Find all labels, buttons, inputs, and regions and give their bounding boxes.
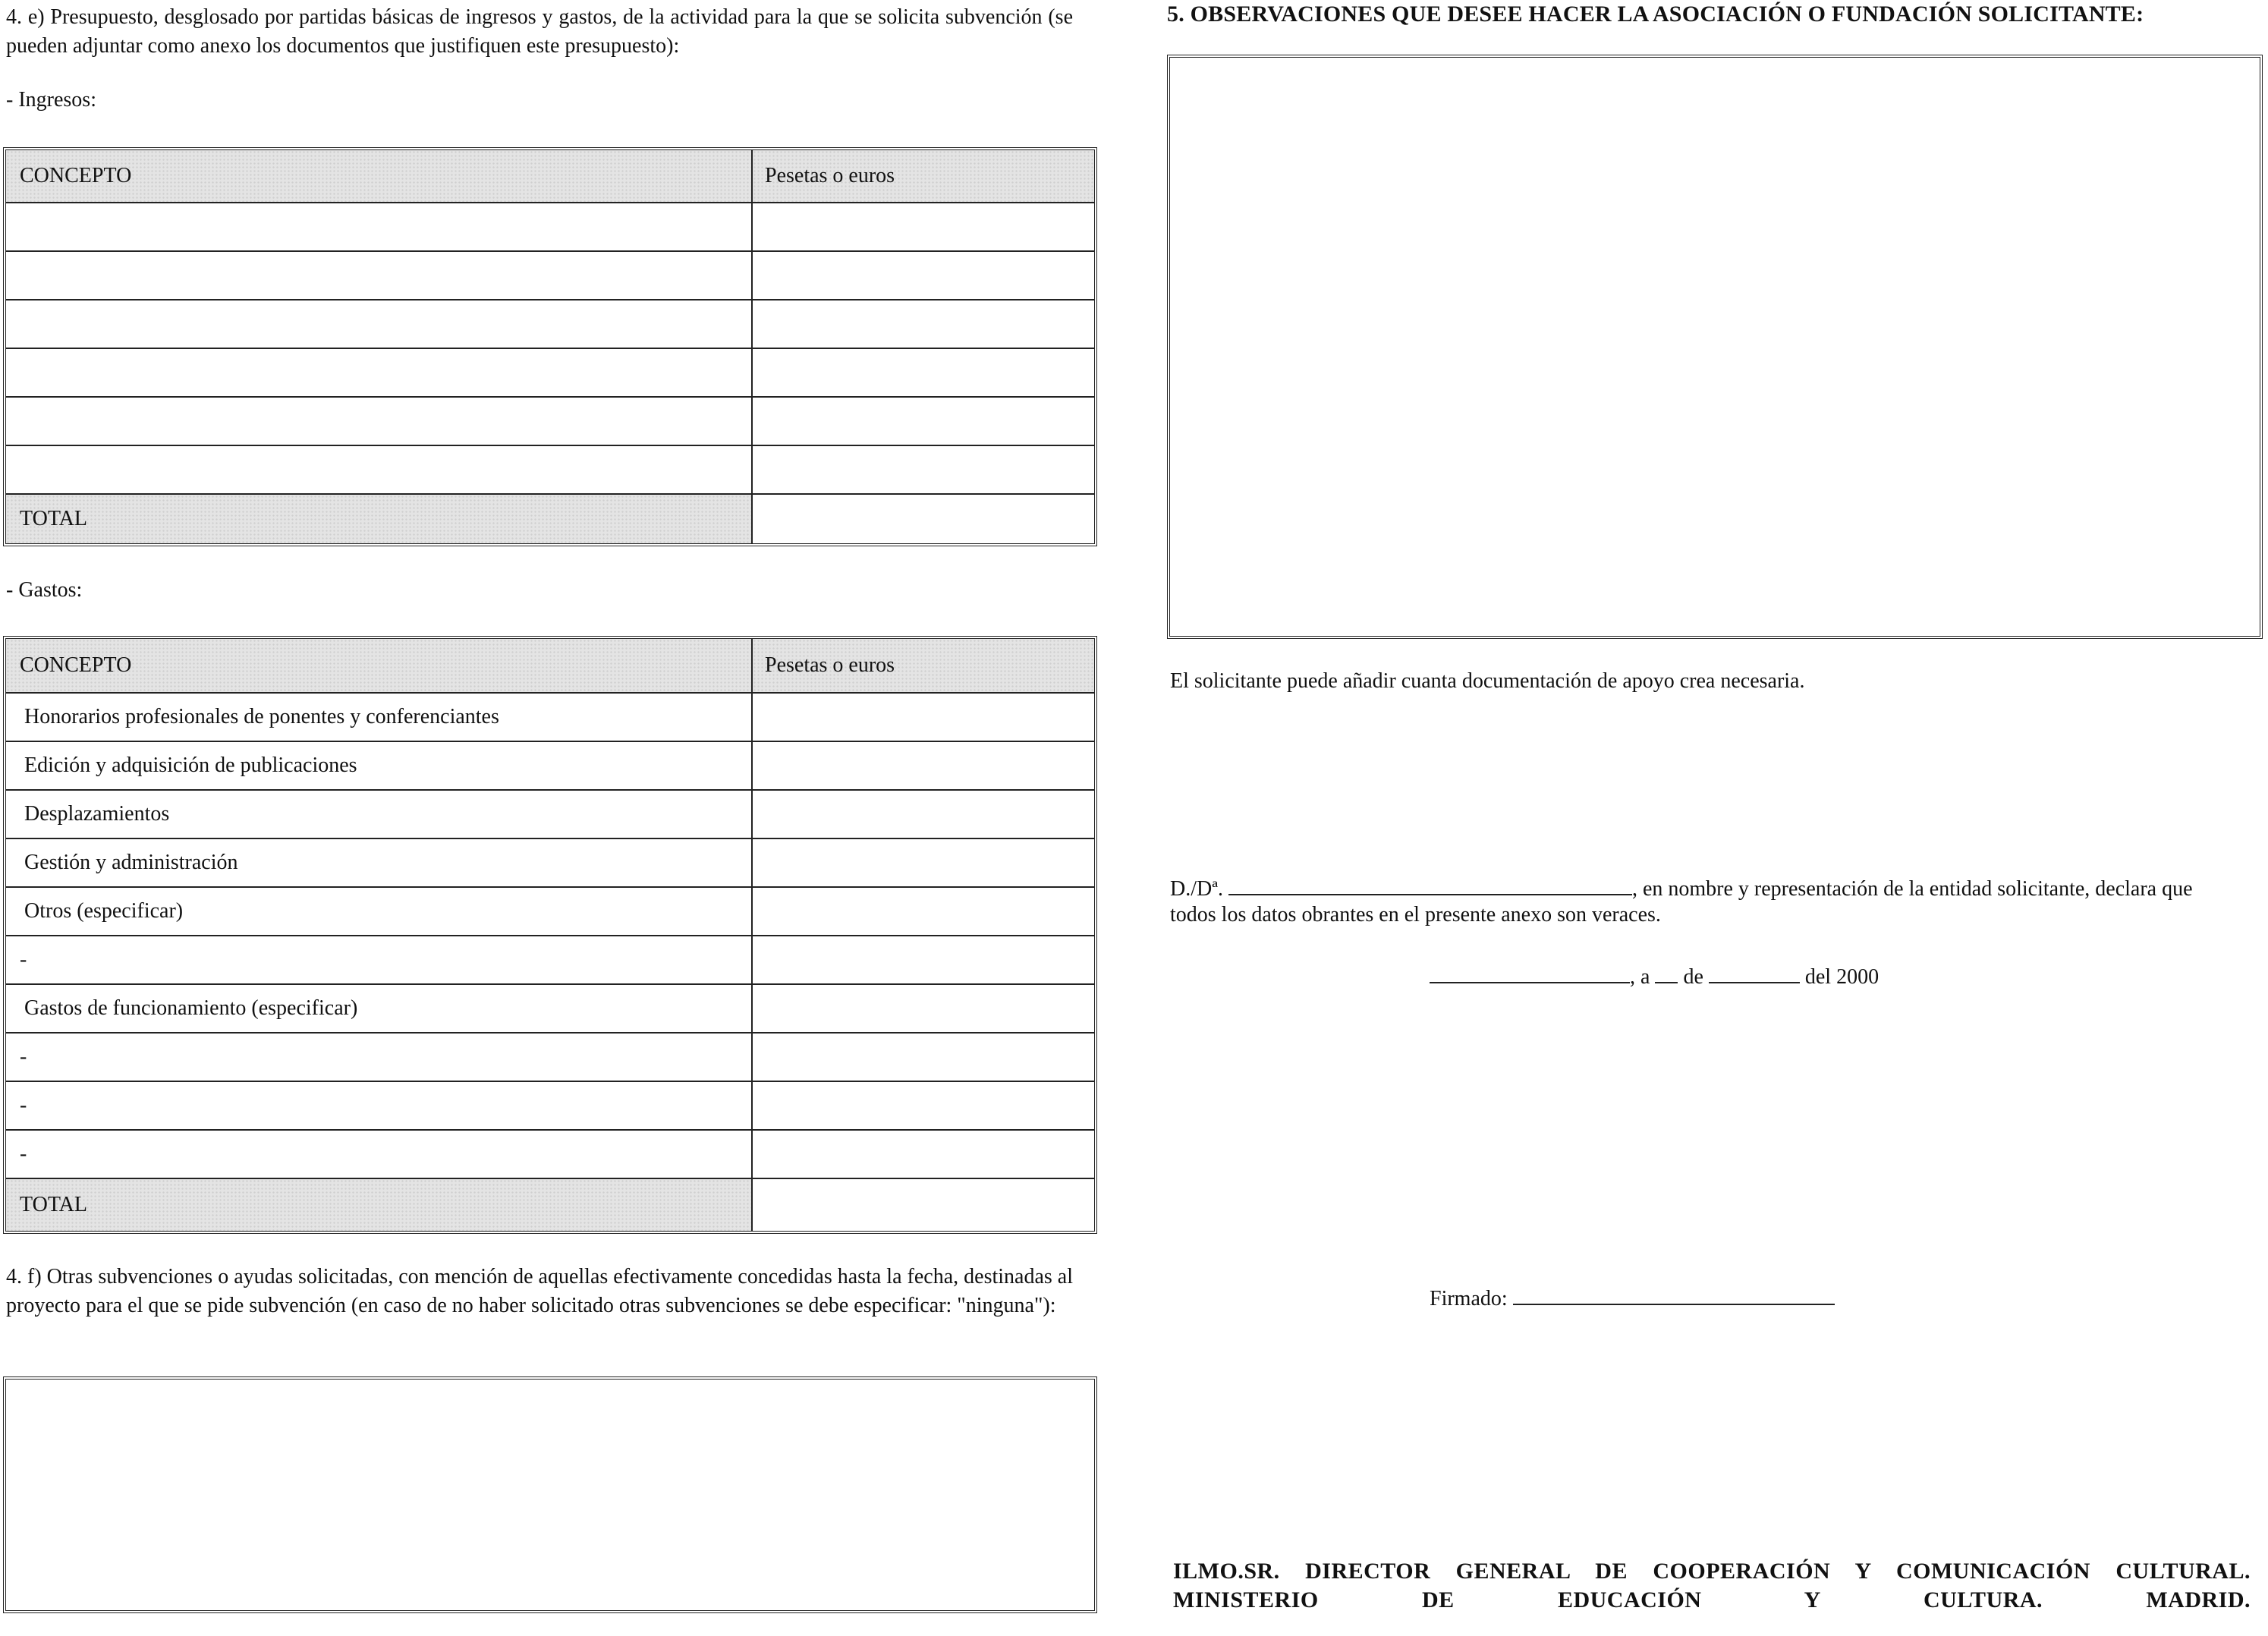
ingresos-amount-cell[interactable] [753, 300, 1094, 348]
declaration-line-2: todos los datos obrantes en el presente anexo son veraces. [1170, 903, 1661, 927]
signature-blank-line[interactable] [1513, 1284, 1835, 1305]
ingresos-total-label: TOTAL [6, 495, 753, 543]
gastos-amount-cell[interactable] [753, 1034, 1094, 1081]
gastos-row [6, 1082, 1094, 1131]
gastos-concept-cell: Edición y adquisición de publicaciones [6, 742, 753, 789]
gastos-amount-cell[interactable] [753, 694, 1094, 741]
ingresos-col-amount: Pesetas o euros [753, 150, 1094, 202]
declaration-suffix: , en nombre y representación de la entidad solicitante, declara que [1631, 877, 2193, 901]
ingresos-amount-cell[interactable] [753, 252, 1094, 299]
month-blank-line[interactable] [1709, 962, 1800, 983]
observations-textbox[interactable] [1167, 55, 2263, 639]
gastos-row [6, 791, 1094, 839]
gastos-header-row [6, 639, 1094, 694]
declaration-line-1 [1170, 874, 2248, 901]
gastos-total-amount[interactable] [753, 1179, 1094, 1231]
section-5-title: 5. OBSERVACIONES QUE DESEE HACER LA ASOCIACIÓN O FUNDACIÓN SOLICITANTE: [1167, 2, 2144, 27]
gastos-row [6, 742, 1094, 791]
gastos-concept-cell: Honorarios profesionales de ponentes y conferenciantes [6, 694, 753, 741]
ingresos-amount-cell[interactable] [753, 349, 1094, 396]
place-date-line [1430, 962, 1879, 989]
supporting-docs-note: El solicitante puede añadir cuanta documentación de apoyo crea necesaria. [1170, 669, 1805, 693]
addressee-footer: ILMO.SR. DIRECTOR GENERAL DE COOPERACIÓN Y COMUNICACIÓN CULTURAL. MINISTERIO DE EDUCACIÓN Y CULTURA. MADRID. [1173, 1559, 2251, 1612]
gastos-amount-cell[interactable] [753, 839, 1094, 886]
gastos-concept-cell[interactable]: - [6, 1082, 753, 1129]
gastos-row [6, 1131, 1094, 1179]
ingresos-concept-cell[interactable] [6, 349, 753, 396]
gastos-amount-cell[interactable] [753, 791, 1094, 838]
ingresos-amount-cell[interactable] [753, 446, 1094, 493]
ingresos-row [6, 446, 1094, 495]
ingresos-concept-cell[interactable] [6, 300, 753, 348]
gastos-row [6, 694, 1094, 742]
ingresos-row [6, 349, 1094, 398]
declaration-prefix: D./Dª. [1170, 877, 1223, 901]
ingresos-row [6, 252, 1094, 300]
ingresos-row [6, 398, 1094, 446]
ingresos-total-amount[interactable] [753, 495, 1094, 543]
ingresos-header-row [6, 150, 1094, 203]
gastos-total-row [6, 1179, 1094, 1231]
section-4f-text: 4. f) Otras subvenciones o ayudas solicitadas, con mención de aquellas efectivamente concedidas hasta la fecha, destinadas al proyecto para el que se pide subvención (en caso de no haber solicitado otras subvenciones se debe especificar: "ninguna"): [6, 1265, 1073, 1317]
gastos-concept-cell: Gastos de funcionamiento (especificar) [6, 985, 753, 1032]
ingresos-row [6, 203, 1094, 252]
ingresos-concept-cell[interactable] [6, 252, 753, 299]
place-blank-line[interactable] [1430, 962, 1630, 983]
ingresos-amount-cell[interactable] [753, 398, 1094, 445]
gastos-col-concepto: CONCEPTO [6, 639, 753, 692]
gastos-row [6, 888, 1094, 936]
date-a-text: , a [1630, 965, 1650, 989]
ingresos-concept-cell[interactable] [6, 398, 753, 445]
gastos-amount-cell[interactable] [753, 888, 1094, 935]
gastos-row [6, 936, 1094, 985]
section-4e-text: 4. e) Presupuesto, desglosado por partidas básicas de ingresos y gastos, de la actividad para la que se solicita subvención (se pueden adjuntar como anexo los documentos que justifiquen este presupuesto): [6, 5, 1073, 58]
ingresos-amount-cell[interactable] [753, 203, 1094, 250]
gastos-concept-cell: Desplazamientos [6, 791, 753, 838]
date-year-text: del 2000 [1804, 965, 1880, 989]
ingresos-concept-cell[interactable] [6, 446, 753, 493]
other-grants-textbox[interactable] [3, 1376, 1097, 1613]
gastos-concept-cell: Gestión y administración [6, 839, 753, 886]
gastos-concept-cell[interactable]: - [6, 1034, 753, 1081]
name-blank-line[interactable] [1228, 874, 1632, 895]
gastos-table [3, 636, 1097, 1234]
gastos-label: - Gastos: [6, 578, 83, 602]
signature-line [1430, 1284, 1835, 1311]
ingresos-col-concepto: CONCEPTO [6, 150, 753, 202]
gastos-concept-cell: Otros (especificar) [6, 888, 753, 935]
signed-label: Firmado: [1430, 1287, 1508, 1310]
ingresos-total-row [6, 495, 1094, 543]
gastos-row [6, 1034, 1094, 1082]
ingresos-table [3, 147, 1097, 546]
gastos-amount-cell[interactable] [753, 936, 1094, 983]
ingresos-concept-cell[interactable] [6, 203, 753, 250]
gastos-amount-cell[interactable] [753, 985, 1094, 1032]
gastos-total-label: TOTAL [6, 1179, 753, 1231]
gastos-amount-cell[interactable] [753, 1082, 1094, 1129]
day-blank-line[interactable] [1655, 962, 1678, 983]
gastos-concept-cell[interactable]: - [6, 936, 753, 983]
ingresos-label: - Ingresos: [6, 88, 96, 112]
gastos-concept-cell[interactable]: - [6, 1131, 753, 1178]
date-de-text: de [1683, 965, 1703, 989]
ingresos-row [6, 300, 1094, 349]
gastos-row [6, 839, 1094, 888]
gastos-row [6, 985, 1094, 1034]
gastos-amount-cell[interactable] [753, 742, 1094, 789]
gastos-col-amount: Pesetas o euros [753, 639, 1094, 692]
gastos-amount-cell[interactable] [753, 1131, 1094, 1178]
